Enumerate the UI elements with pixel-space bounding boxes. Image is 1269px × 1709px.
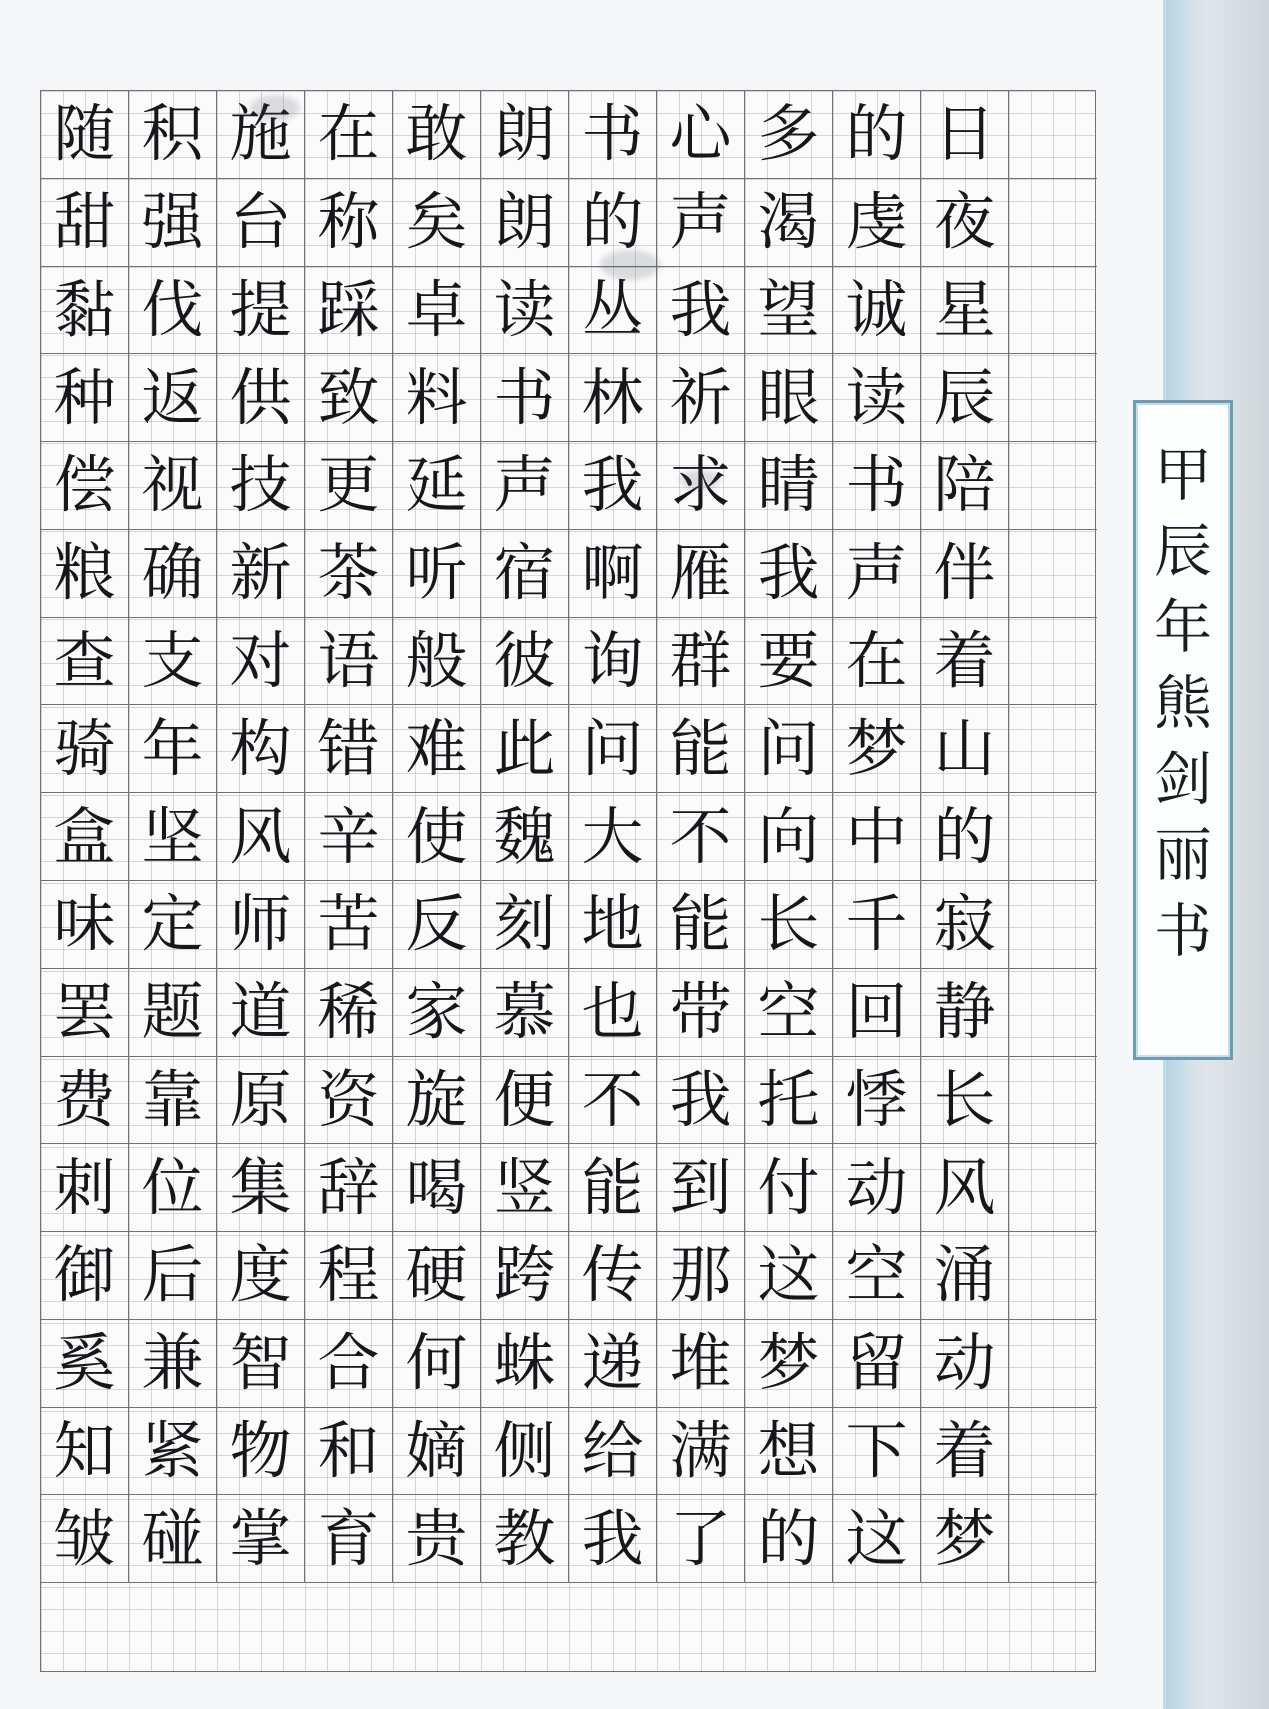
grid-cell: 千 <box>833 881 921 969</box>
grid-cell: 能 <box>569 1144 657 1232</box>
grid-cell: 料 <box>393 354 481 442</box>
grid-cell: 睛 <box>745 442 833 530</box>
grid-cell: 随 <box>41 91 129 179</box>
grid-cell: 皱 <box>41 1495 129 1583</box>
grid-cell: 确 <box>129 530 217 618</box>
grid-cell: 技 <box>217 442 305 530</box>
grid-cell: 递 <box>569 1320 657 1408</box>
grid-cell: 朗 <box>481 179 569 267</box>
grid-cell: 日 <box>921 91 1009 179</box>
grid-cell: 刻 <box>481 881 569 969</box>
grid-cell: 和 <box>305 1408 393 1496</box>
grid-cell: 语 <box>305 618 393 706</box>
grid-cell: 付 <box>745 1144 833 1232</box>
grid-cell: 种 <box>41 354 129 442</box>
grid-cell <box>1009 91 1097 179</box>
grid-cell: 黏 <box>41 267 129 355</box>
grid-cell: 虔 <box>833 179 921 267</box>
grid-cell: 托 <box>745 1057 833 1145</box>
grid-cell: 空 <box>745 969 833 1057</box>
grid-cell: 辞 <box>305 1144 393 1232</box>
grid-cell <box>1009 881 1097 969</box>
grid-cell: 这 <box>833 1495 921 1583</box>
grid-cell: 满 <box>657 1408 745 1496</box>
grid-cell: 茶 <box>305 530 393 618</box>
grid-cell: 辛 <box>305 793 393 881</box>
grid-cell: 师 <box>217 881 305 969</box>
grid-cell: 这 <box>745 1232 833 1320</box>
grid-cell: 悸 <box>833 1057 921 1145</box>
grid-cell: 紧 <box>129 1408 217 1496</box>
grid-cell: 家 <box>393 969 481 1057</box>
grid-cell: 群 <box>657 618 745 706</box>
grid-cell: 魏 <box>481 793 569 881</box>
grid-cell: 罢 <box>41 969 129 1057</box>
grid-cell: 多 <box>745 91 833 179</box>
grid-cell: 便 <box>481 1057 569 1145</box>
grid-cell: 梦 <box>921 1495 1009 1583</box>
signature-char: 丽 <box>1153 821 1212 889</box>
grid-cell: 侧 <box>481 1408 569 1496</box>
grid-cell: 给 <box>569 1408 657 1496</box>
grid-cell: 林 <box>569 354 657 442</box>
grid-cell: 静 <box>921 969 1009 1057</box>
grid-cell: 嫡 <box>393 1408 481 1496</box>
grid-cell: 位 <box>129 1144 217 1232</box>
grid-cell: 朗 <box>481 91 569 179</box>
grid-cell: 风 <box>921 1144 1009 1232</box>
grid-cell: 旋 <box>393 1057 481 1145</box>
grid-cell: 那 <box>657 1232 745 1320</box>
grid-cell: 声 <box>833 530 921 618</box>
grid-cell: 供 <box>217 354 305 442</box>
grid-cell: 到 <box>657 1144 745 1232</box>
grid-cell: 在 <box>305 91 393 179</box>
grid-cell: 读 <box>481 267 569 355</box>
grid-cell: 的 <box>921 793 1009 881</box>
signature-char: 年 <box>1153 593 1212 661</box>
grid-cell: 慕 <box>481 969 569 1057</box>
grid-cell: 支 <box>129 618 217 706</box>
grid-cell: 原 <box>217 1057 305 1145</box>
grid-cell: 教 <box>481 1495 569 1583</box>
grid-cell: 掌 <box>217 1495 305 1583</box>
grid-cell <box>1009 793 1097 881</box>
grid-cell <box>1009 354 1097 442</box>
grid-cell: 硬 <box>393 1232 481 1320</box>
grid-cell: 知 <box>41 1408 129 1496</box>
grid-cell: 贵 <box>393 1495 481 1583</box>
grid-cell: 题 <box>129 969 217 1057</box>
grid-cell: 视 <box>129 442 217 530</box>
signature-char: 剑 <box>1153 745 1212 813</box>
grid-cell: 资 <box>305 1057 393 1145</box>
grid-cell: 夜 <box>921 179 1009 267</box>
grid-cell: 伐 <box>129 267 217 355</box>
ink-smudge <box>600 250 660 280</box>
grid-cell: 奚 <box>41 1320 129 1408</box>
grid-cell: 刺 <box>41 1144 129 1232</box>
grid-cell: 踩 <box>305 267 393 355</box>
grid-cell: 回 <box>833 969 921 1057</box>
grid-cell: 询 <box>569 618 657 706</box>
grid-cell: 新 <box>217 530 305 618</box>
grid-cell <box>1009 179 1097 267</box>
grid-cell: 书 <box>569 91 657 179</box>
ink-smudge <box>250 95 300 121</box>
grid-cell: 后 <box>129 1232 217 1320</box>
grid-cell: 粮 <box>41 530 129 618</box>
grid-cell: 大 <box>569 793 657 881</box>
grid-cell: 下 <box>833 1408 921 1496</box>
grid-cell: 眼 <box>745 354 833 442</box>
grid-cell: 长 <box>921 1057 1009 1145</box>
grid-cell: 梦 <box>833 705 921 793</box>
grid-cell: 强 <box>129 179 217 267</box>
grid-cell: 味 <box>41 881 129 969</box>
signature-char: 熊 <box>1153 669 1212 737</box>
grid-cell: 喝 <box>393 1144 481 1232</box>
grid-cell: 提 <box>217 267 305 355</box>
grid-cell: 堆 <box>657 1320 745 1408</box>
grid-cell: 跨 <box>481 1232 569 1320</box>
grid-cell: 长 <box>745 881 833 969</box>
grid-cell: 传 <box>569 1232 657 1320</box>
grid-cell: 要 <box>745 618 833 706</box>
grid-cell: 伴 <box>921 530 1009 618</box>
grid-cell: 不 <box>569 1057 657 1145</box>
grid-cell: 向 <box>745 793 833 881</box>
grid-cell: 甜 <box>41 179 129 267</box>
grid-cell: 能 <box>657 705 745 793</box>
grid-cell: 问 <box>745 705 833 793</box>
grid-cell: 集 <box>217 1144 305 1232</box>
grid-cell <box>1009 1408 1097 1496</box>
grid-cell: 使 <box>393 793 481 881</box>
grid-cell: 不 <box>657 793 745 881</box>
signature-char: 辰 <box>1153 517 1212 585</box>
grid-cell: 也 <box>569 969 657 1057</box>
grid-cell: 延 <box>393 442 481 530</box>
grid-cell <box>1009 1057 1097 1145</box>
grid-cell: 声 <box>657 179 745 267</box>
grid-cell: 苦 <box>305 881 393 969</box>
grid-cell: 盒 <box>41 793 129 881</box>
grid-cell: 稀 <box>305 969 393 1057</box>
grid-cell: 何 <box>393 1320 481 1408</box>
grid-cell: 卓 <box>393 267 481 355</box>
grid-cell: 听 <box>393 530 481 618</box>
grid-cell: 梦 <box>745 1320 833 1408</box>
grid-cell: 在 <box>833 618 921 706</box>
grid-cell: 星 <box>921 267 1009 355</box>
grid-cell: 程 <box>305 1232 393 1320</box>
grid-cell: 我 <box>657 267 745 355</box>
grid-cell: 声 <box>481 442 569 530</box>
grid-cell: 道 <box>217 969 305 1057</box>
grid-cell: 致 <box>305 354 393 442</box>
grid-cell: 涌 <box>921 1232 1009 1320</box>
grid-cell: 的 <box>569 179 657 267</box>
grid-cell: 了 <box>657 1495 745 1583</box>
grid-cell: 合 <box>305 1320 393 1408</box>
grid-cell: 留 <box>833 1320 921 1408</box>
grid-cell: 想 <box>745 1408 833 1496</box>
grid-cell: 般 <box>393 618 481 706</box>
grid-cell: 望 <box>745 267 833 355</box>
grid-cell: 我 <box>569 1495 657 1583</box>
grid-cell: 的 <box>745 1495 833 1583</box>
grid-cell: 动 <box>833 1144 921 1232</box>
grid-cell: 称 <box>305 179 393 267</box>
grid-cell: 动 <box>921 1320 1009 1408</box>
grid-cell: 问 <box>569 705 657 793</box>
grid-cell: 心 <box>657 91 745 179</box>
grid-cell: 彼 <box>481 618 569 706</box>
grid-cell: 查 <box>41 618 129 706</box>
grid-cell: 费 <box>41 1057 129 1145</box>
grid-cell <box>1009 442 1097 530</box>
grid-cell: 中 <box>833 793 921 881</box>
grid-cell: 靠 <box>129 1057 217 1145</box>
grid-cell: 空 <box>833 1232 921 1320</box>
grid-cell: 度 <box>217 1232 305 1320</box>
grid-cell: 着 <box>921 618 1009 706</box>
ink-smudge <box>680 470 720 490</box>
grid-cell: 敢 <box>393 91 481 179</box>
grid-cell: 构 <box>217 705 305 793</box>
signature-box <box>1133 400 1233 1060</box>
grid-cell: 丛 <box>569 267 657 355</box>
grid-cell: 偿 <box>41 442 129 530</box>
grid-cell: 带 <box>657 969 745 1057</box>
grid-cell <box>1009 1232 1097 1320</box>
grid-cell: 诚 <box>833 267 921 355</box>
grid-cell: 风 <box>217 793 305 881</box>
grid-cell: 能 <box>657 881 745 969</box>
grid-cell: 陪 <box>921 442 1009 530</box>
grid-cell: 物 <box>217 1408 305 1496</box>
grid-cell: 山 <box>921 705 1009 793</box>
grid-cell: 宿 <box>481 530 569 618</box>
signature-char: 甲 <box>1153 441 1212 509</box>
grid-cell: 年 <box>129 705 217 793</box>
grid-cell: 着 <box>921 1408 1009 1496</box>
grid-cell: 错 <box>305 705 393 793</box>
grid-cell: 矣 <box>393 179 481 267</box>
grid-cell: 坚 <box>129 793 217 881</box>
grid-cell: 育 <box>305 1495 393 1583</box>
grid-cell: 啊 <box>569 530 657 618</box>
grid-cell: 竖 <box>481 1144 569 1232</box>
grid-cell: 祈 <box>657 354 745 442</box>
signature-char: 书 <box>1153 897 1212 965</box>
grid-cell <box>1009 530 1097 618</box>
grid-cell <box>1009 618 1097 706</box>
grid-cell <box>1009 1320 1097 1408</box>
grid-cell: 智 <box>217 1320 305 1408</box>
grid-cell: 此 <box>481 705 569 793</box>
grid-cell <box>1009 705 1097 793</box>
grid-cell: 返 <box>129 354 217 442</box>
grid-cell: 地 <box>569 881 657 969</box>
grid-cell: 寂 <box>921 881 1009 969</box>
grid-cell: 御 <box>41 1232 129 1320</box>
calligraphy-grid <box>40 90 1096 1672</box>
grid-cell: 雁 <box>657 530 745 618</box>
grid-cell: 兼 <box>129 1320 217 1408</box>
grid-cell: 求 <box>657 442 745 530</box>
grid-cell: 反 <box>393 881 481 969</box>
grid-cell: 积 <box>129 91 217 179</box>
grid-cell: 对 <box>217 618 305 706</box>
grid-cell: 台 <box>217 179 305 267</box>
grid-cell: 我 <box>569 442 657 530</box>
grid-cell <box>1009 1144 1097 1232</box>
grid-cell <box>1009 969 1097 1057</box>
grid-cell: 施 <box>217 91 305 179</box>
grid-cell: 我 <box>657 1057 745 1145</box>
grid-cell: 辰 <box>921 354 1009 442</box>
grid-cell: 渴 <box>745 179 833 267</box>
grid-cell: 难 <box>393 705 481 793</box>
grid-cell <box>1009 1495 1097 1583</box>
grid-cell: 我 <box>745 530 833 618</box>
grid-cell: 定 <box>129 881 217 969</box>
grid-cell: 骑 <box>41 705 129 793</box>
grid-cell: 更 <box>305 442 393 530</box>
grid-cell: 书 <box>481 354 569 442</box>
grid-cell: 书 <box>833 442 921 530</box>
grid-cell: 碰 <box>129 1495 217 1583</box>
grid-cell <box>1009 267 1097 355</box>
grid-cell: 的 <box>833 91 921 179</box>
grid-cell: 读 <box>833 354 921 442</box>
grid-cell: 蛛 <box>481 1320 569 1408</box>
